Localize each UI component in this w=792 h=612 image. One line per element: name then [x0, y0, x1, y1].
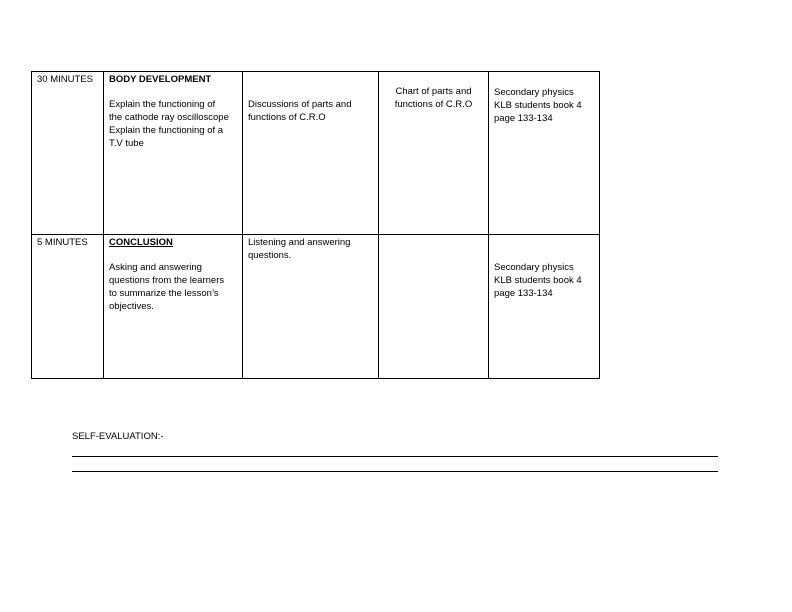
- self-evaluation-line: [72, 456, 718, 457]
- self-evaluation-label: SELF-EVALUATION:-: [72, 431, 164, 442]
- reference-line: KLB students book 4: [494, 100, 582, 111]
- time-cell: [32, 235, 104, 379]
- reference-cell: [489, 235, 600, 379]
- time-text: 30 MINUTES: [37, 74, 93, 85]
- step-cell: [104, 72, 243, 235]
- step-heading: BODY DEVELOPMENT: [109, 74, 212, 85]
- activity-cell: [243, 72, 379, 235]
- table-row: [32, 72, 600, 235]
- activity-line: Discussions of parts and: [248, 99, 352, 110]
- step-line: Asking and answering: [109, 262, 202, 273]
- reference-line: Secondary physics: [494, 262, 574, 273]
- reference-line: Secondary physics: [494, 87, 574, 98]
- resources-line: functions of C.R.O: [394, 99, 473, 110]
- activity-line: Listening and answering: [248, 237, 351, 248]
- activity-line: functions of C.R.O: [248, 112, 326, 123]
- step-line: questions from the learners: [109, 275, 225, 286]
- step-cell: [104, 235, 243, 379]
- step-line: Explain the functioning of a: [109, 125, 224, 136]
- step-line: to summarize the lesson’s: [109, 288, 219, 299]
- self-evaluation-line: [72, 471, 718, 472]
- reference-cell: [489, 72, 600, 235]
- resources-cell: [379, 235, 489, 379]
- activity-line: questions.: [248, 250, 292, 261]
- time-cell: [32, 72, 104, 235]
- table-row: [32, 235, 600, 379]
- step-line: the cathode ray oscilloscope: [109, 112, 229, 123]
- step-line: objectives.: [109, 301, 154, 312]
- reference-line: page 133-134: [494, 113, 553, 124]
- activity-cell: [243, 235, 379, 379]
- resources-cell: [379, 72, 489, 235]
- resources-line: Chart of parts and: [395, 86, 472, 97]
- reference-line: KLB students book 4: [494, 275, 582, 286]
- step-heading: CONCLUSION: [109, 237, 173, 248]
- step-line: Explain the functioning of: [109, 99, 216, 110]
- step-line: T.V tube: [109, 138, 144, 149]
- time-text: 5 MINUTES: [37, 237, 88, 248]
- reference-line: page 133-134: [494, 288, 553, 299]
- lesson-plan-table: [31, 71, 600, 379]
